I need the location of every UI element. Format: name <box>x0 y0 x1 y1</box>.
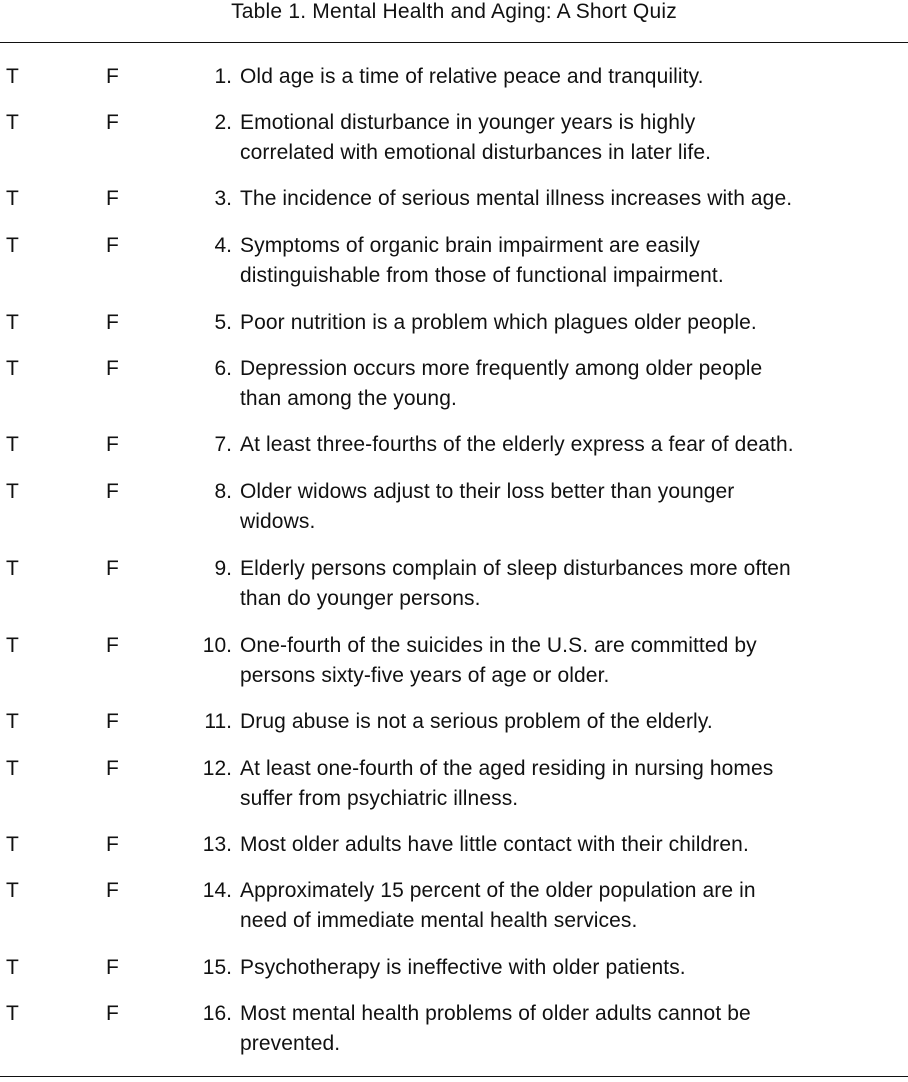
question-number: 10. <box>202 634 232 657</box>
true-option[interactable]: T <box>6 111 19 134</box>
question-number: 1. <box>214 65 232 88</box>
false-option[interactable]: F <box>106 757 119 780</box>
true-option[interactable]: T <box>6 757 19 780</box>
false-option[interactable]: F <box>106 879 119 902</box>
question-text: One-fourth of the suicides in the U.S. are committed by persons sixty-five years of age or older. <box>240 634 757 687</box>
false-option[interactable]: F <box>106 956 119 979</box>
true-option[interactable]: T <box>6 710 19 733</box>
true-option[interactable]: T <box>6 187 19 210</box>
question-number: 5. <box>214 311 232 334</box>
question-text: Old age is a time of relative peace and tranquility. <box>240 65 704 88</box>
question-text: Most mental health problems of older adults cannot be prevented. <box>240 1002 751 1055</box>
false-option[interactable]: F <box>106 111 119 134</box>
question-number: 11. <box>204 710 232 733</box>
question-number: 4. <box>214 234 232 257</box>
question-text: Psychotherapy is ineffective with older patients. <box>240 956 686 979</box>
false-option[interactable]: F <box>106 234 119 257</box>
question-number: 8. <box>214 480 232 503</box>
true-option[interactable]: T <box>6 357 19 380</box>
question-text: At least three-fourths of the elderly express a fear of death. <box>240 433 794 456</box>
table-title: Table 1. Mental Health and Aging: A Short Quiz <box>231 0 677 23</box>
question-number: 14. <box>202 879 232 902</box>
true-option[interactable]: T <box>6 634 19 657</box>
true-option[interactable]: T <box>6 433 19 456</box>
false-option[interactable]: F <box>106 357 119 380</box>
false-option[interactable]: F <box>106 433 119 456</box>
false-option[interactable]: F <box>106 833 119 856</box>
true-option[interactable]: T <box>6 1002 19 1025</box>
false-option[interactable]: F <box>106 634 119 657</box>
false-option[interactable]: F <box>106 1002 119 1025</box>
true-option[interactable]: T <box>6 480 19 503</box>
question-number: 6. <box>214 357 232 380</box>
false-option[interactable]: F <box>106 557 119 580</box>
false-option[interactable]: F <box>106 710 119 733</box>
question-text: Emotional disturbance in younger years is highly correlated with emotional disturbances in later life. <box>240 111 712 164</box>
question-text: At least one-fourth of the aged residing in nursing homes suffer from psychiatric illness. <box>240 757 774 810</box>
question-number: 2. <box>214 111 232 134</box>
false-option[interactable]: F <box>106 187 119 210</box>
question-text: Older widows adjust to their loss better than younger widows. <box>240 480 735 533</box>
question-number: 12. <box>202 757 232 780</box>
true-option[interactable]: T <box>6 65 19 88</box>
question-text: The incidence of serious mental illness increases with age. <box>240 187 793 210</box>
question-number: 15. <box>202 956 232 979</box>
question-text: Most older adults have little contact with their children. <box>240 833 749 856</box>
question-text: Poor nutrition is a problem which plagues older people. <box>240 311 757 334</box>
question-number: 13. <box>202 833 232 856</box>
true-option[interactable]: T <box>6 833 19 856</box>
question-text: Approximately 15 percent of the older population are in need of immediate mental health services. <box>240 879 756 932</box>
question-text: Symptoms of organic brain impairment are easily distinguishable from those of functional impairment. <box>240 234 724 287</box>
true-option[interactable]: T <box>6 557 19 580</box>
question-number: 7. <box>214 433 232 456</box>
question-number: 3. <box>214 187 232 210</box>
question-text: Elderly persons complain of sleep disturbances more often than do younger persons. <box>240 557 791 610</box>
question-text: Depression occurs more frequently among older people than among the young. <box>240 357 763 410</box>
true-option[interactable]: T <box>6 879 19 902</box>
true-option[interactable]: T <box>6 234 19 257</box>
false-option[interactable]: F <box>106 480 119 503</box>
question-number: 16. <box>202 1002 232 1025</box>
true-option[interactable]: T <box>6 956 19 979</box>
question-text: Drug abuse is not a serious problem of the elderly. <box>240 710 713 733</box>
false-option[interactable]: F <box>106 65 119 88</box>
bottom-rule <box>0 1076 908 1077</box>
true-option[interactable]: T <box>6 311 19 334</box>
question-number: 9. <box>214 557 232 580</box>
false-option[interactable]: F <box>106 311 119 334</box>
